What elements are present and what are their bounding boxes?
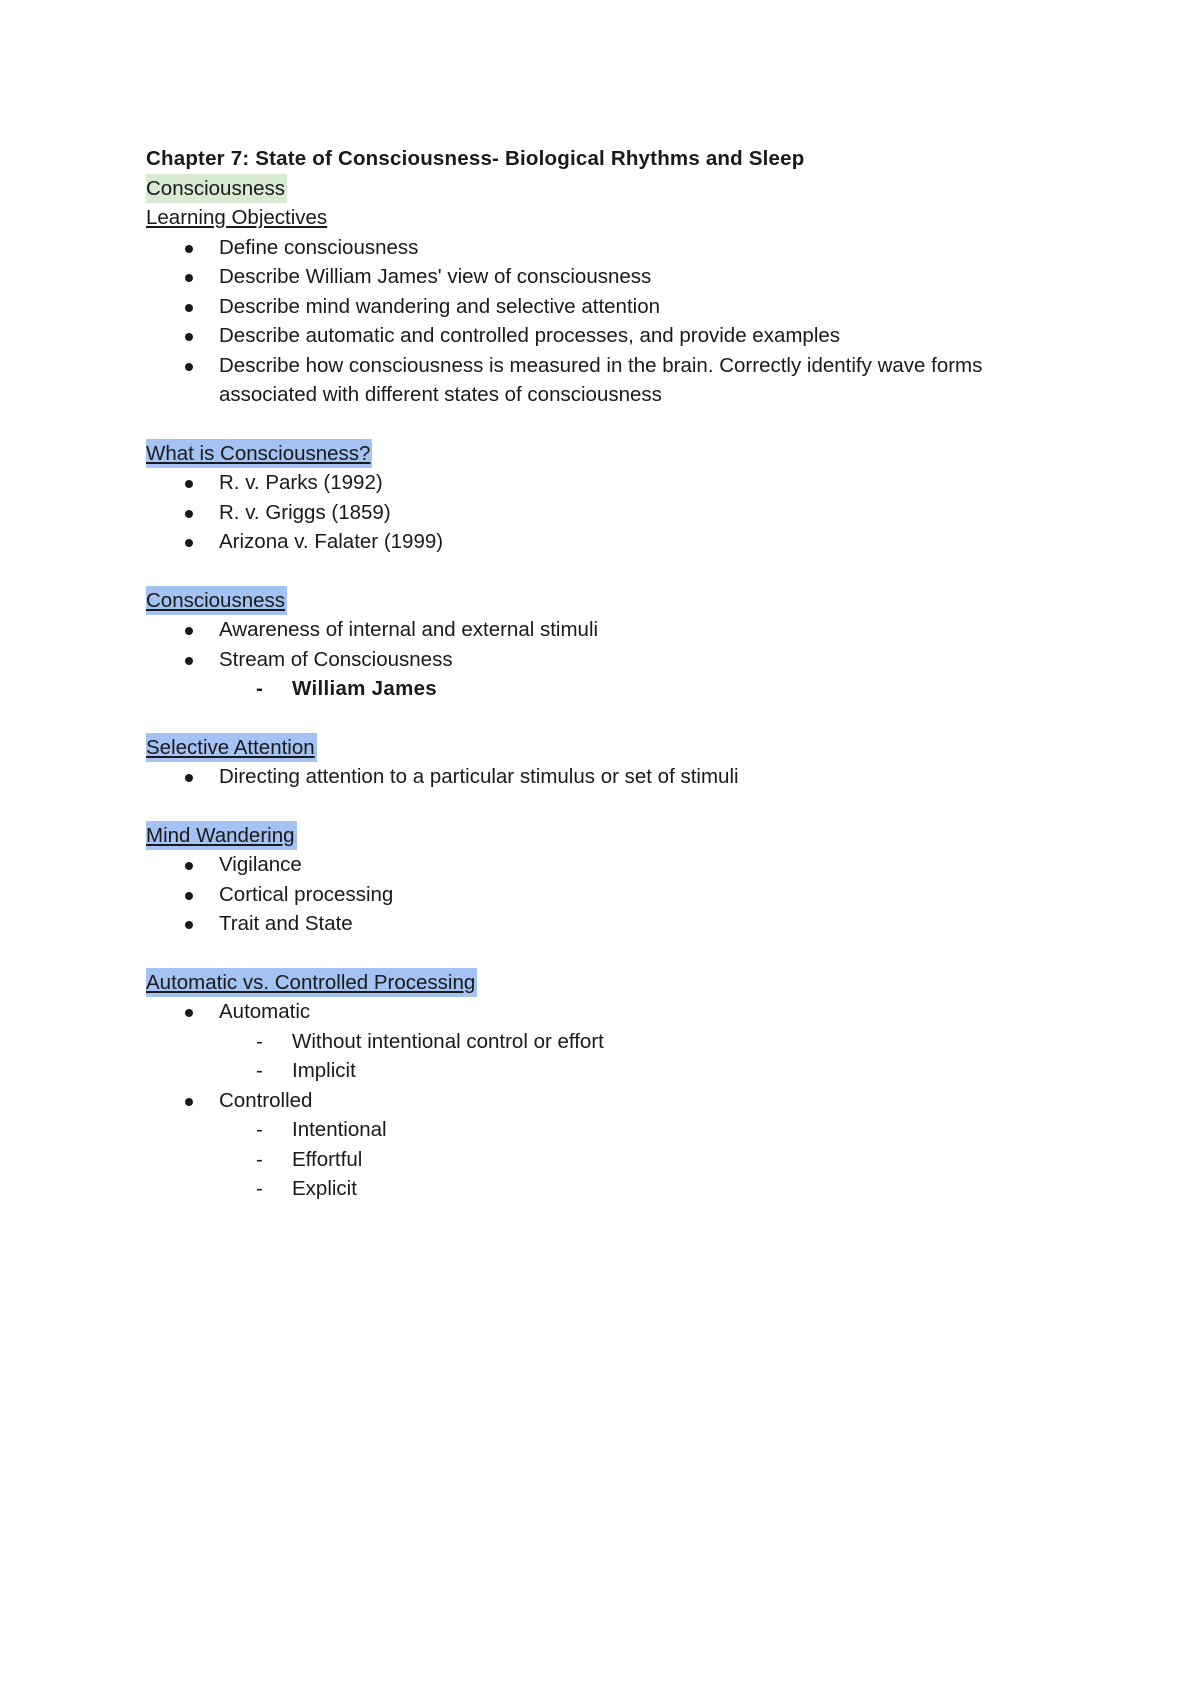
what-is-consciousness-list xyxy=(146,468,1066,557)
section-heading-consciousness: Consciousness xyxy=(146,586,287,616)
list-item-controlled: Controlled xyxy=(146,1086,1066,1116)
list-item-automatic: Automatic xyxy=(146,997,1066,1027)
processing-list-controlled xyxy=(146,1086,1066,1116)
sub-list-item: - Without intentional control or effort xyxy=(146,1027,1066,1057)
section-heading-what-is-consciousness: What is Consciousness? xyxy=(146,439,372,469)
sub-list-item: - Effortful xyxy=(146,1145,1066,1175)
list-item: Trait and State xyxy=(146,909,1066,939)
subtitle: Consciousness xyxy=(146,174,287,204)
list-item: Awareness of internal and external stimuli xyxy=(146,615,1066,645)
list-item: Cortical processing xyxy=(146,880,1066,910)
list-item: Vigilance xyxy=(146,850,1066,880)
list-item: Describe William James' view of consciousness xyxy=(146,262,1066,292)
section-heading-mind-wandering: Mind Wandering xyxy=(146,821,297,851)
list-item: Describe mind wandering and selective attention xyxy=(146,292,1066,322)
sub-list-item: - Implicit xyxy=(146,1056,1066,1086)
learning-objectives-heading: Learning Objectives xyxy=(146,206,328,229)
section-heading-processing: Automatic vs. Controlled Processing xyxy=(146,968,477,998)
section-heading-selective-attention: Selective Attention xyxy=(146,733,317,763)
list-item: Describe how consciousness is measured in the brain. Correctly identify wave forms associated with different states of consciousness xyxy=(146,351,1066,410)
controlled-sublist xyxy=(146,1115,1066,1204)
sub-list-item: - Explicit xyxy=(146,1174,1066,1204)
list-item: R. v. Griggs (1859) xyxy=(146,498,1066,528)
consciousness-sublist xyxy=(146,674,1066,704)
list-item: Stream of Consciousness xyxy=(146,645,1066,675)
selective-attention-list xyxy=(146,762,1066,792)
list-item: Describe automatic and controlled processes, and provide examples xyxy=(146,321,1066,351)
learning-objectives-list xyxy=(146,233,1066,410)
list-item: Arizona v. Falater (1999) xyxy=(146,527,1066,557)
list-item: Directing attention to a particular stimulus or set of stimuli xyxy=(146,762,1066,792)
list-item: R. v. Parks (1992) xyxy=(146,468,1066,498)
sub-list-item: - Intentional xyxy=(146,1115,1066,1145)
document-body xyxy=(146,144,1066,1204)
mind-wandering-list xyxy=(146,850,1066,939)
chapter-title: Chapter 7: State of Consciousness- Biological Rhythms and Sleep xyxy=(146,147,805,170)
processing-list xyxy=(146,997,1066,1027)
list-item: Define consciousness xyxy=(146,233,1066,263)
automatic-sublist xyxy=(146,1027,1066,1086)
consciousness-list xyxy=(146,615,1066,674)
sub-list-item: - William James xyxy=(146,674,1066,704)
